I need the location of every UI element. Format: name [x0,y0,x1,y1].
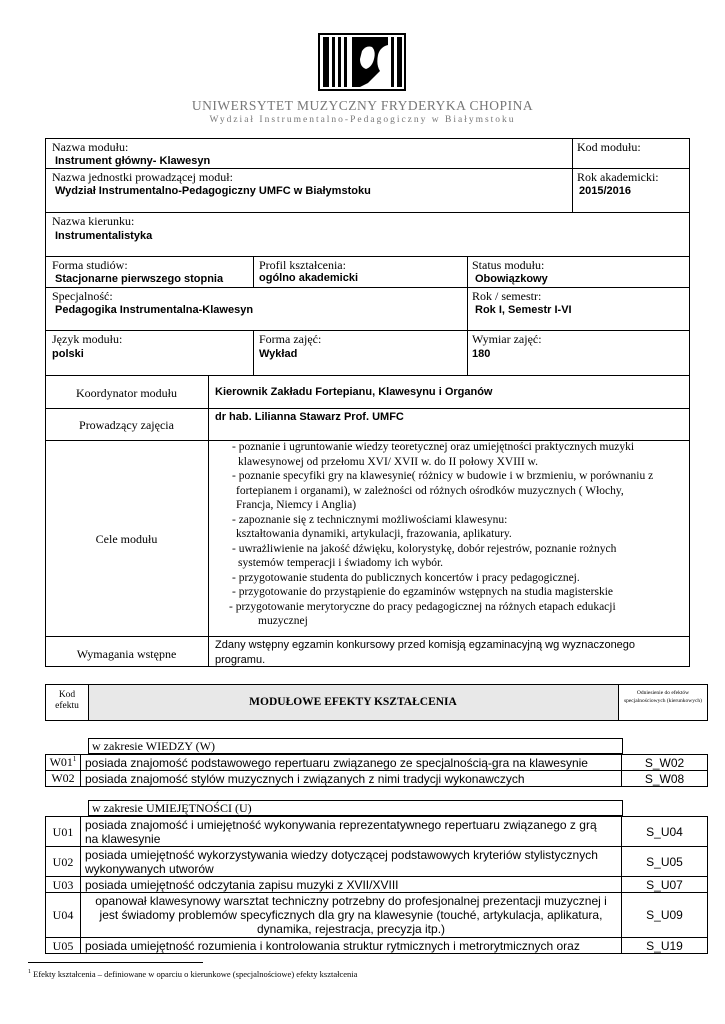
semester-value: Rok I, Semestr I-VI [475,304,572,316]
class-form-value: Wykład [259,348,298,360]
class-form-label: Forma zajęć: [259,332,322,346]
module-name-label: Nazwa modułu: [52,140,129,154]
goal-line: Francja, Niemcy i Anglia) [236,499,357,511]
effect-text: posiada umiejętność wykorzystywania wiedzy dotyczącej podstawowych kryteriów stylistycznych wykonywanych utworów [81,847,622,877]
requirements-line-2: programu. [215,654,266,666]
effects-code-header: Kod efektu [55,690,79,711]
goals-list [229,440,654,629]
effect-code: U04 [46,893,81,938]
specialty-label: Specjalność: [52,289,113,303]
effect-text: posiada znajomość podstawowego repertuaru związanego ze specjalnością-gra na klawesynie [81,755,622,771]
table-row [46,938,708,954]
table-row [46,847,708,877]
effect-code: U05 [46,938,81,954]
semester-label: Rok / semestr: [472,289,542,303]
coordinator-value: Kierownik Zakładu Fortepianu, Klawesynu i Organów [215,386,493,398]
effect-ref: S_U19 [622,938,708,954]
profile-value: ogólno akademicki [259,272,359,284]
goal-line: - przygotowanie do przystąpienie do egzaminów wstępnych na studia magisterskie [232,586,613,598]
goal-line: - przygotowanie studenta do publicznych koncertów i pracy pedagogicznej. [232,571,580,584]
field-value: Instrumentalistyka [55,230,153,242]
goal-line: - zapoznanie się z technicznymi możliwościami klawesynu: [232,513,508,526]
faculty-name: Wydział Instrumentalno-Pedagogiczny w Białymstoku [209,115,516,125]
table-row [46,817,708,847]
requirements-label: Wymagania wstępne [76,647,177,661]
profile-label: Profil kształcenia: [259,258,346,272]
effect-text: posiada znajomość i umiejętność wykonywania reprezentatywnego repertuaru związanego z grą na klawesynie [81,817,622,847]
effect-ref: S_U05 [622,847,708,877]
coordinator-label: Koordynator modułu [76,386,177,400]
specialty-value: Pedagogika Instrumentalna-Klawesyn [55,304,254,316]
language-value: polski [52,348,84,360]
effect-text: posiada umiejętność odczytania zapisu muzyki z XVII/XVIII [81,877,622,893]
goals-label: Cele modułu [95,532,158,546]
effect-ref: S_W08 [622,771,708,787]
table-row [46,877,708,893]
effect-code: U02 [46,847,81,877]
table-row [46,755,708,771]
effects-reference-header: Odniesienie do efektów specjalnościowych (kierunkowych) [623,690,703,704]
footnote: $^1$ Efekty kształcenia – definiowane w oparciu o kierunkowe (specjalnościowe) efekty kształcenia [28,969,358,979]
status-label: Status modułu: [472,258,545,272]
teacher-value: dr hab. Lilianna Stawarz Prof. UMFC [215,411,404,423]
effect-text: posiada umiejętność rozumienia i kontrolowania struktur rytmicznych i metrorytmicznych oraz [81,938,622,954]
effect-ref: S_W02 [622,755,708,771]
effect-ref: S_U09 [622,893,708,938]
language-label: Język modułu: [52,332,123,346]
field-label: Nazwa kierunku: [52,214,135,228]
table-row [46,893,708,938]
effect-text: posiada znajomość stylów muzycznych i związanych z nimi tradycji wykonawczych [81,771,622,787]
knowledge-table [45,754,708,787]
academic-year-value: 2015/2016 [579,185,631,197]
skills-table [45,816,708,954]
unit-label: Nazwa jednostki prowadzącej moduł: [52,170,233,184]
goal-line: fortepianem i organami), w zależności od różnych ośrodków muzycznych ( Włochy, [236,484,624,497]
university-name: UNIWERSYTET MUZYCZNY FRYDERYKA CHOPINA [191,98,534,113]
goal-line: - poznanie i ugruntowanie wiedzy teoretycznej oraz umiejętności praktycznych muzyki [232,441,635,453]
module-name-value: Instrument główny- Klawesyn [55,155,211,167]
goal-line: systemów temperacji i świadomy ich wybór. [238,557,444,569]
hours-value: 180 [472,348,491,360]
skills-section-header: w zakresie UMIEJĘTNOŚCI (U) [92,801,252,815]
goal-line: - poznanie specyfiki gry na klawesynie( różnicy w budowie i w brzmieniu, w porównaniu z [232,470,654,482]
module-code-label: Kod modułu: [577,140,641,154]
effects-title: MODUŁOWE EFEKTY KSZTAŁCENIA [249,696,457,708]
status-value: Obowiązkowy [475,273,548,285]
goal-line: - przygotowanie merytoryczne do pracy pedagogicznej na różnych etapach edukacji [229,600,616,613]
teacher-label: Prowadzący zajęcia [79,418,174,432]
goal-line: kształtowania dynamiki, artykulacji, frazowania, aplikatury. [236,528,512,540]
study-form-value: Stacjonarne pierwszego stopnia [55,273,224,285]
knowledge-section-header: w zakresie WIEDZY (W) [92,739,215,753]
requirements-line-1: Zdany wstępny egzamin konkursowy przed komisją egzaminacyjną wg wyznaczonego [215,639,636,651]
effect-code: U03 [46,877,81,893]
goal-line: muzycznej [258,615,308,627]
table-row [46,771,708,787]
hours-label: Wymiar zajęć: [472,332,542,346]
academic-year-label: Rok akademicki: [577,170,659,184]
effect-code: U01 [46,817,81,847]
university-logo [318,33,406,91]
effect-ref: S_U07 [622,877,708,893]
effect-code: $W01^1$ [46,755,81,771]
footnote-divider [28,962,203,963]
goal-line: - uwrażliwienie na jakość dźwięku, kolorystykę, dobór rejestrów, poznanie rożnych [232,542,617,555]
study-form-label: Forma studiów: [52,258,128,272]
effect-ref: S_U04 [622,817,708,847]
effect-text: opanował klawesynowy warsztat techniczny potrzebny do profesjonalnej prezentacji muzycznej i jest świadomy problemów specyficznych dla gry na klawesynie (touché, artykulacja, aplikatura, dynamika, rejestracja, precyzja itp.) [81,893,622,938]
unit-value: Wydział Instrumentalno-Pedagogiczny UMFC w Białymstoku [55,185,371,197]
effect-code: W02 [46,771,81,787]
goal-line: klawesynowej od przełomu XVI/ XVII w. do II połowy XVIII w. [238,455,538,468]
